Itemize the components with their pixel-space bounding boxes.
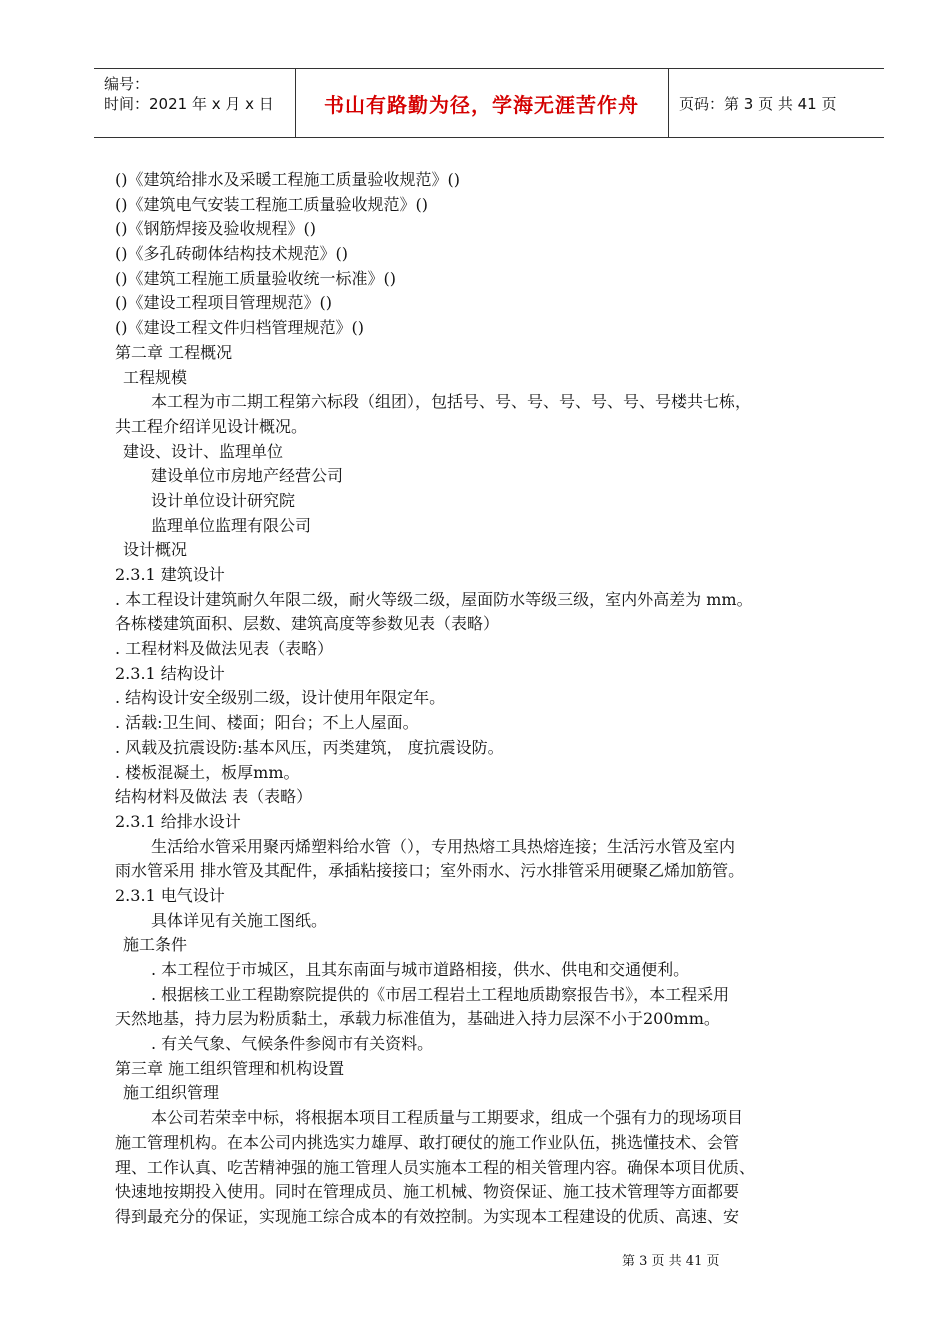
text-line: ()《建筑给排水及采暖工程施工质量验收规范》() xyxy=(115,170,460,189)
text-line: 得到最充分的保证，实现施工综合成本的有效控制。为实现本工程建设的优质、高速、安 xyxy=(115,1206,740,1226)
text-line: 共工程介绍详见设计概况。 xyxy=(115,416,308,436)
text-line: 设计单位设计研究院 xyxy=(151,490,296,510)
text-line: . 楼板混凝土，板厚mm。 xyxy=(115,762,300,782)
text-line: ()《建筑工程施工质量验收统一标准》() xyxy=(115,268,396,288)
text-line: ()《建筑电气安装工程施工质量验收规范》() xyxy=(115,194,428,214)
text-line: . 本工程位于市城区，且其东南面与城市道路相接，供水、供电和交通便利。 xyxy=(151,960,690,979)
text-line: 各栋楼建筑面积、层数、建筑高度等参数见表（表略） xyxy=(115,614,500,634)
text-line: 理、工作认真、吃苦精神强的施工管理人员实施本工程的相关管理内容。确保本项目优质、 xyxy=(115,1157,756,1177)
text-line: 2.3.1 给排水设计 xyxy=(115,811,241,831)
text-line: . 活载:卫生间、楼面；阳台；不上人屋面。 xyxy=(115,713,419,733)
text-line: 生活给水管采用聚丙烯塑料给水管（），专用热熔工具热熔连接；生活污水管及室内 xyxy=(151,836,736,856)
text-line: 2.3.1 电气设计 xyxy=(115,885,225,905)
text-line: 快速地按期投入使用。同时在管理成员、施工机械、物资保证、施工技术管理等方面都要 xyxy=(115,1182,740,1202)
text-line: 施工管理机构。在本公司内挑选实力雄厚、敢打硬仗的施工作业队伍，挑选懂技术、会管 xyxy=(115,1132,740,1152)
text-line: ()《钢筋焊接及验收规程》() xyxy=(115,219,316,239)
text-line: . 有关气象、气候条件参阅市有关资料。 xyxy=(151,1034,434,1054)
text-line: 建设单位市房地产经营公司 xyxy=(151,466,344,486)
text-line: 天然地基，持力层为粉质黏土，承载力标准值为，基础进入持力层深不小于200mm。 xyxy=(115,1009,720,1029)
text-line: 本公司若荣幸中标，将根据本项目工程质量与工期要求，组成一个强有力的现场项目 xyxy=(151,1108,744,1128)
text-line: 雨水管采用 排水管及其配件，承插粘接接口；室外雨水、污水排管采用硬聚乙烯加筋管。 xyxy=(115,861,745,881)
text-line: . 本工程设计建筑耐久年限二级，耐火等级二级，屋面防水等级三级，室内外高差为 mm。 xyxy=(115,589,753,609)
text-line: . 根据核工业工程勘察院提供的《市居工程岩土工程地质勘察报告书》，本工程采用 xyxy=(151,984,730,1004)
header-page-code: 页码：第 3 页 共 41 页 xyxy=(679,94,837,113)
text-line: . 工程材料及做法见表（表略） xyxy=(115,639,334,659)
text-line: 具体详见有关施工图纸。 xyxy=(151,910,328,930)
text-line: 本工程为市二期工程第六标段（组团），包括号、号、号、号、号、号、号楼共七栋， xyxy=(151,392,752,412)
text-line: 工程规模 xyxy=(123,367,188,387)
text-line: ()《建设工程项目管理规范》() xyxy=(115,293,332,313)
document-number-label: 编号： xyxy=(104,75,150,93)
text-line: 第三章 施工组织管理和机构设置 xyxy=(115,1058,345,1078)
text-line: . 风载及抗震设防:基本风压，丙类建筑， 度抗震设防。 xyxy=(115,737,504,757)
header-page-cell xyxy=(669,69,884,137)
document-time-label: 时间：2021 年 x 月 x 日 xyxy=(104,95,274,113)
page-header xyxy=(94,68,884,138)
header-motto: 书山有路勤为径，学海无涯苦作舟 xyxy=(324,92,639,117)
text-line: 2.3.1 结构设计 xyxy=(115,663,225,683)
text-line: ()《建设工程文件归档管理规范》() xyxy=(115,318,364,338)
text-line: 2.3.1 建筑设计 xyxy=(115,565,225,584)
text-line: 第二章 工程概况 xyxy=(115,342,233,362)
text-line: 施工条件 xyxy=(123,935,188,955)
text-line: 设计概况 xyxy=(123,540,188,560)
text-line: . 结构设计安全级别二级，设计使用年限定年。 xyxy=(115,688,446,708)
header-motto-cell xyxy=(295,69,669,137)
text-line: 监理单位监理有限公司 xyxy=(151,515,312,535)
text-line: 施工组织管理 xyxy=(123,1083,220,1103)
text-line: 结构材料及做法 表（表略） xyxy=(115,787,313,807)
text-line: 建设、设计、监理单位 xyxy=(123,441,284,461)
header-info-cell xyxy=(94,69,296,137)
page-footer: 第 3 页 共 41 页 xyxy=(622,1254,720,1269)
document-body xyxy=(115,168,875,1230)
text-line: ()《多孔砖砌体结构技术规范》() xyxy=(115,244,348,264)
